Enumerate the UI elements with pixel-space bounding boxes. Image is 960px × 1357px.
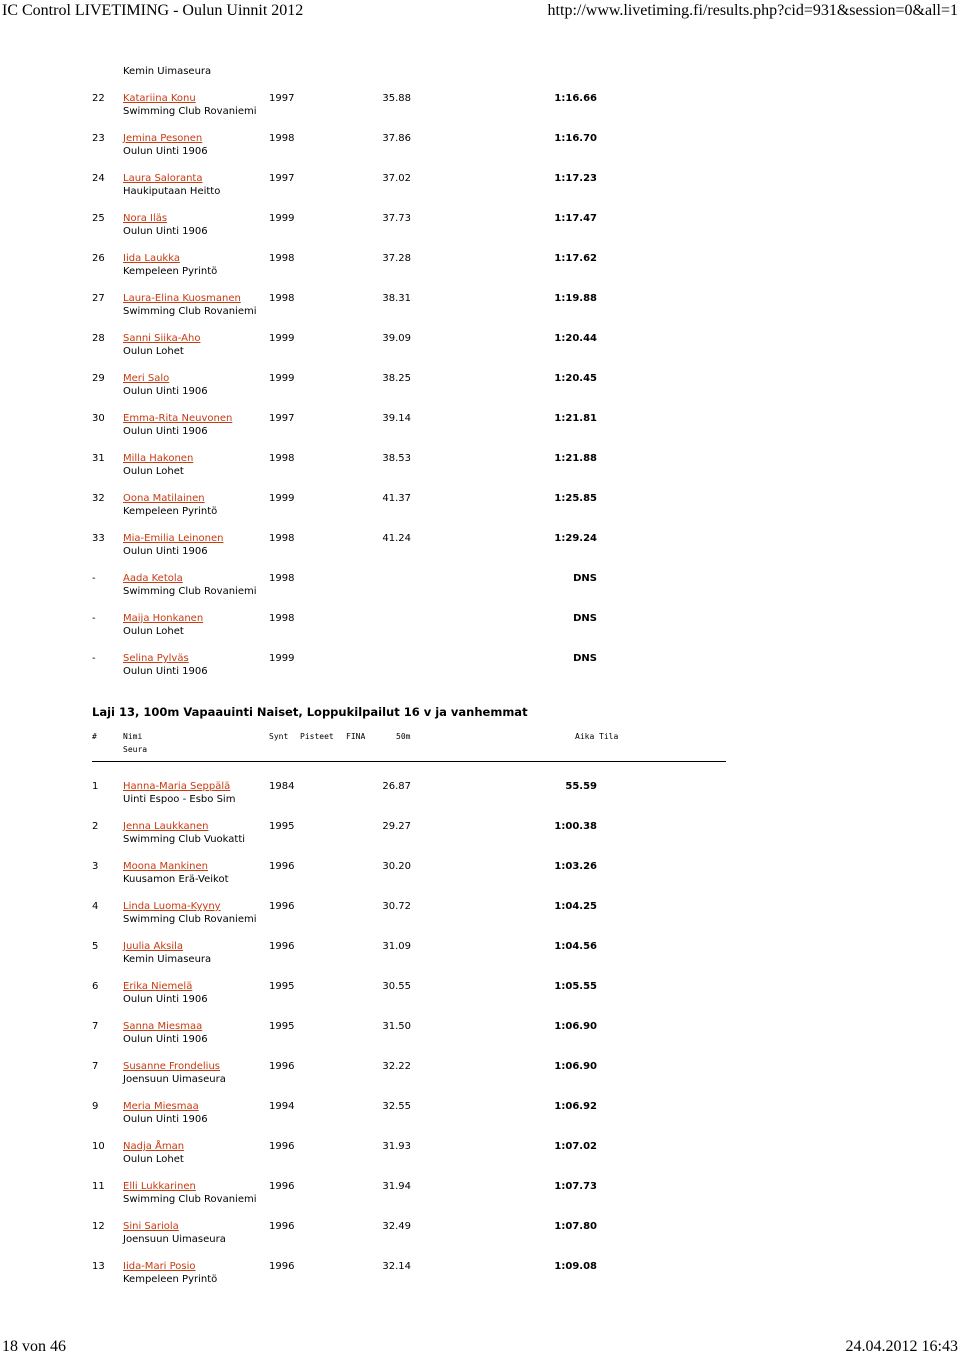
print-footer bbox=[0, 1337, 960, 1357]
split-50m: 39.14 bbox=[382, 413, 411, 424]
result-rank: 26 bbox=[92, 253, 105, 264]
result-rank: 24 bbox=[92, 173, 105, 184]
birth-year: 1999 bbox=[269, 653, 295, 664]
col-split-header: 50m bbox=[396, 732, 411, 741]
birth-year: 1996 bbox=[269, 1181, 295, 1192]
header-divider bbox=[92, 761, 726, 762]
split-50m: 37.02 bbox=[382, 173, 411, 184]
result-rank: 22 bbox=[92, 93, 105, 104]
result-rank: 7 bbox=[92, 1021, 99, 1032]
swimmer-name-link[interactable]: Milla Hakonen bbox=[123, 453, 194, 464]
split-50m: 29.27 bbox=[382, 821, 411, 832]
result-rank: 25 bbox=[92, 213, 105, 224]
result-rank: - bbox=[92, 573, 96, 584]
result-row bbox=[0, 1181, 960, 1211]
final-time: 1:06.90 bbox=[554, 1061, 597, 1072]
birth-year: 1999 bbox=[269, 333, 295, 344]
result-rank: 28 bbox=[92, 333, 105, 344]
birth-year: 1996 bbox=[269, 1261, 295, 1272]
final-time: 1:00.38 bbox=[554, 821, 597, 832]
final-time: DNS bbox=[573, 613, 597, 624]
swimmer-name-link[interactable]: Elli Lukkarinen bbox=[123, 1181, 196, 1192]
club-name: Joensuun Uimaseura bbox=[123, 1234, 226, 1245]
birth-year: 1984 bbox=[269, 781, 295, 792]
col-rank-header: # bbox=[92, 732, 97, 741]
split-50m: 39.09 bbox=[382, 333, 411, 344]
birth-year: 1995 bbox=[269, 981, 295, 992]
result-row bbox=[0, 333, 960, 363]
birth-year: 1996 bbox=[269, 941, 295, 952]
result-rank: 31 bbox=[92, 453, 105, 464]
swimmer-name-link[interactable]: Susanne Frondelius bbox=[123, 1061, 221, 1072]
birth-year: 1999 bbox=[269, 493, 295, 504]
swimmer-name-link[interactable]: Sini Sariola bbox=[123, 1221, 179, 1232]
split-50m: 38.31 bbox=[382, 293, 411, 304]
final-time: 1:09.08 bbox=[554, 1261, 597, 1272]
club-name: Oulun Uinti 1906 bbox=[123, 146, 208, 157]
swimmer-name-link[interactable]: Laura Saloranta bbox=[123, 173, 203, 184]
split-50m: 37.86 bbox=[382, 133, 411, 144]
split-50m: 31.94 bbox=[382, 1181, 411, 1192]
final-time: 1:06.92 bbox=[554, 1101, 597, 1112]
swimmer-name-link[interactable]: Oona Matilainen bbox=[123, 493, 205, 504]
final-time: 1:07.73 bbox=[554, 1181, 597, 1192]
col-name-header: Nimi bbox=[123, 732, 143, 741]
result-row bbox=[0, 93, 960, 123]
club-name: Oulun Lohet bbox=[123, 626, 184, 637]
final-time: 1:17.23 bbox=[554, 173, 597, 184]
final-time: 1:03.26 bbox=[554, 861, 597, 872]
result-row bbox=[0, 941, 960, 971]
split-50m: 32.49 bbox=[382, 1221, 411, 1232]
swimmer-name-link[interactable]: Nora Iläs bbox=[123, 213, 168, 224]
result-rank: 7 bbox=[92, 1061, 99, 1072]
final-time: 1:05.55 bbox=[554, 981, 597, 992]
final-time: 1:21.88 bbox=[554, 453, 597, 464]
result-row bbox=[0, 861, 960, 891]
split-50m: 35.88 bbox=[382, 93, 411, 104]
split-50m: 31.93 bbox=[382, 1141, 411, 1152]
birth-year: 1998 bbox=[269, 293, 295, 304]
split-50m: 32.14 bbox=[382, 1261, 411, 1272]
split-50m: 41.37 bbox=[382, 493, 411, 504]
result-row bbox=[0, 1221, 960, 1251]
split-50m: 30.55 bbox=[382, 981, 411, 992]
col-year-header: Synt bbox=[269, 732, 289, 741]
split-50m: 41.24 bbox=[382, 533, 411, 544]
club-name: Swimming Club Rovaniemi bbox=[123, 914, 257, 925]
swimmer-name-link[interactable]: Mia-Emilia Leinonen bbox=[123, 533, 224, 544]
birth-year: 1995 bbox=[269, 1021, 295, 1032]
club-name: Kuusamon Erä-Veikot bbox=[123, 874, 229, 885]
final-time: 1:20.45 bbox=[554, 373, 597, 384]
result-rank: 2 bbox=[92, 821, 99, 832]
result-rank: 6 bbox=[92, 981, 99, 992]
final-time: 1:20.44 bbox=[554, 333, 597, 344]
club-name: Swimming Club Vuokatti bbox=[123, 834, 246, 845]
swimmer-name-link[interactable]: Iida-Mari Posio bbox=[123, 1261, 196, 1272]
split-50m: 32.22 bbox=[382, 1061, 411, 1072]
result-rank: 5 bbox=[92, 941, 99, 952]
birth-year: 1995 bbox=[269, 821, 295, 832]
swimmer-name-link[interactable]: Laura-Elina Kuosmanen bbox=[123, 293, 241, 304]
final-time: 1:07.80 bbox=[554, 1221, 597, 1232]
birth-year: 1996 bbox=[269, 1221, 295, 1232]
swimmer-name-link[interactable]: Katariina Konu bbox=[123, 93, 196, 104]
split-50m: 26.87 bbox=[382, 781, 411, 792]
club-name: Oulun Uinti 1906 bbox=[123, 226, 208, 237]
birth-year: 1997 bbox=[269, 173, 295, 184]
swimmer-name-link[interactable]: Erika Niemelä bbox=[123, 981, 193, 992]
result-rank: 27 bbox=[92, 293, 105, 304]
split-50m: 31.09 bbox=[382, 941, 411, 952]
swimmer-name-link[interactable]: Selina Pylväs bbox=[123, 653, 189, 664]
page-title: IC Control LIVETIMING - Oulun Uinnit 2012 bbox=[2, 2, 304, 19]
birth-year: 1998 bbox=[269, 133, 295, 144]
result-row bbox=[0, 981, 960, 1011]
result-rank: 1 bbox=[92, 781, 99, 792]
swimmer-name-link[interactable]: Jemina Pesonen bbox=[123, 133, 203, 144]
result-row bbox=[0, 653, 960, 683]
result-row bbox=[0, 453, 960, 483]
birth-year: 1994 bbox=[269, 1101, 295, 1112]
final-time: DNS bbox=[573, 573, 597, 584]
result-row bbox=[0, 173, 960, 203]
final-time: 1:04.56 bbox=[554, 941, 597, 952]
col-status-header: Tila bbox=[599, 732, 619, 741]
col-fina-header: FINA bbox=[346, 732, 366, 741]
result-rank: 33 bbox=[92, 533, 105, 544]
event-title: Laji 13, 100m Vapaauinti Naiset, Loppukilpailut 16 v ja vanhemmat bbox=[92, 705, 528, 719]
swimmer-name-link[interactable]: Nadja Åman bbox=[123, 1141, 185, 1152]
final-time: 1:21.81 bbox=[554, 413, 597, 424]
result-row bbox=[0, 533, 960, 563]
page-number: 18 von 46 bbox=[2, 1338, 66, 1355]
club-name: Oulun Uinti 1906 bbox=[123, 1034, 208, 1045]
swimmer-name-link[interactable]: Emma-Rita Neuvonen bbox=[123, 413, 233, 424]
final-time: 1:17.47 bbox=[554, 213, 597, 224]
swimmer-name-link[interactable]: Sanni Siika-Aho bbox=[123, 333, 201, 344]
result-row bbox=[0, 901, 960, 931]
split-50m: 38.25 bbox=[382, 373, 411, 384]
split-50m: 30.20 bbox=[382, 861, 411, 872]
swimmer-name-link[interactable]: Sanna Miesmaa bbox=[123, 1021, 203, 1032]
col-time-header: Aika bbox=[575, 732, 595, 741]
result-row bbox=[0, 493, 960, 523]
final-time: 1:17.62 bbox=[554, 253, 597, 264]
split-50m: 31.50 bbox=[382, 1021, 411, 1032]
swimmer-name-link[interactable]: Hanna-Maria Seppälä bbox=[123, 781, 231, 792]
birth-year: 1998 bbox=[269, 453, 295, 464]
club-name: Joensuun Uimaseura bbox=[123, 1074, 226, 1085]
split-50m: 38.53 bbox=[382, 453, 411, 464]
final-time: 1:25.85 bbox=[554, 493, 597, 504]
result-row bbox=[0, 253, 960, 283]
final-time: 1:16.70 bbox=[554, 133, 597, 144]
final-time: DNS bbox=[573, 653, 597, 664]
swimmer-name-link[interactable]: Iida Laukka bbox=[123, 253, 180, 264]
final-time: 1:16.66 bbox=[554, 93, 597, 104]
swimmer-name-link[interactable]: Juulia Aksila bbox=[123, 941, 184, 952]
swimmer-name-link[interactable]: Maija Honkanen bbox=[123, 613, 204, 624]
result-rank: 12 bbox=[92, 1221, 105, 1232]
club-name: Kemin Uimaseura bbox=[123, 954, 212, 965]
result-row bbox=[0, 821, 960, 851]
result-rank: 32 bbox=[92, 493, 105, 504]
final-time: 1:06.90 bbox=[554, 1021, 597, 1032]
result-rank: 23 bbox=[92, 133, 105, 144]
final-time: 1:04.25 bbox=[554, 901, 597, 912]
birth-year: 1999 bbox=[269, 373, 295, 384]
result-row bbox=[0, 1061, 960, 1091]
birth-year: 1998 bbox=[269, 253, 295, 264]
birth-year: 1997 bbox=[269, 413, 295, 424]
club-name: Oulun Lohet bbox=[123, 466, 184, 477]
result-rank: 9 bbox=[92, 1101, 99, 1112]
club-name: Swimming Club Rovaniemi bbox=[123, 1194, 257, 1205]
swimmer-name-link[interactable]: Meri Salo bbox=[123, 373, 170, 384]
result-row bbox=[0, 1101, 960, 1131]
birth-year: 1998 bbox=[269, 573, 295, 584]
club-name: Oulun Lohet bbox=[123, 1154, 184, 1165]
club-name: Swimming Club Rovaniemi bbox=[123, 106, 257, 117]
result-row bbox=[0, 213, 960, 243]
swimmer-name-link[interactable]: Aada Ketola bbox=[123, 573, 183, 584]
birth-year: 1996 bbox=[269, 861, 295, 872]
print-header bbox=[0, 0, 960, 22]
club-name: Oulun Uinti 1906 bbox=[123, 1114, 208, 1125]
split-50m: 37.73 bbox=[382, 213, 411, 224]
club-name: Oulun Lohet bbox=[123, 346, 184, 357]
result-rank: - bbox=[92, 613, 96, 624]
club-name: Oulun Uinti 1906 bbox=[123, 386, 208, 397]
result-row bbox=[0, 573, 960, 603]
club-name: Kempeleen Pyrintö bbox=[123, 266, 218, 277]
result-rank: - bbox=[92, 653, 96, 664]
club-name: Haukiputaan Heitto bbox=[123, 186, 221, 197]
club-name: Oulun Uinti 1906 bbox=[123, 426, 208, 437]
swimmer-name-link[interactable]: Linda Luoma-Kyyny bbox=[123, 901, 221, 912]
club-name: Oulun Uinti 1906 bbox=[123, 666, 208, 677]
result-row bbox=[0, 613, 960, 643]
club-name: Kempeleen Pyrintö bbox=[123, 506, 218, 517]
split-50m: 37.28 bbox=[382, 253, 411, 264]
birth-year: 1996 bbox=[269, 1061, 295, 1072]
club-name: Swimming Club Rovaniemi bbox=[123, 306, 257, 317]
result-rank: 3 bbox=[92, 861, 99, 872]
swimmer-name-link[interactable]: Moona Mankinen bbox=[123, 861, 208, 872]
split-50m: 32.55 bbox=[382, 1101, 411, 1112]
result-rank: 13 bbox=[92, 1261, 105, 1272]
final-time: 1:19.88 bbox=[554, 293, 597, 304]
result-rank: 30 bbox=[92, 413, 105, 424]
club-name: Uinti Espoo - Esbo Sim bbox=[123, 794, 236, 805]
birth-year: 1996 bbox=[269, 1141, 295, 1152]
birth-year: 1997 bbox=[269, 93, 295, 104]
page-url: http://www.livetiming.fi/results.php?cid=931&session=0&all=1 bbox=[547, 2, 958, 19]
birth-year: 1996 bbox=[269, 901, 295, 912]
result-rank: 4 bbox=[92, 901, 99, 912]
final-time: 55.59 bbox=[565, 781, 597, 792]
club-name: Oulun Uinti 1906 bbox=[123, 546, 208, 557]
col-points-header: Pisteet bbox=[300, 732, 334, 741]
club-name: Swimming Club Rovaniemi bbox=[123, 586, 257, 597]
final-time: 1:07.02 bbox=[554, 1141, 597, 1152]
print-datetime: 24.04.2012 16:43 bbox=[845, 1338, 958, 1355]
club-name: Kempeleen Pyrintö bbox=[123, 1274, 218, 1285]
result-row bbox=[0, 1261, 960, 1291]
result-row bbox=[0, 1021, 960, 1051]
split-50m: 30.72 bbox=[382, 901, 411, 912]
final-time: 1:29.24 bbox=[554, 533, 597, 544]
club-name: Oulun Uinti 1906 bbox=[123, 994, 208, 1005]
result-row bbox=[0, 1141, 960, 1171]
col-club-header: Seura bbox=[123, 745, 148, 754]
result-row bbox=[0, 293, 960, 323]
result-rank: 10 bbox=[92, 1141, 105, 1152]
birth-year: 1998 bbox=[269, 613, 295, 624]
birth-year: 1999 bbox=[269, 213, 295, 224]
swimmer-name-link[interactable]: Meria Miesmaa bbox=[123, 1101, 199, 1112]
result-row bbox=[0, 413, 960, 443]
result-row bbox=[0, 373, 960, 403]
result-row bbox=[0, 133, 960, 163]
result-rank: 29 bbox=[92, 373, 105, 384]
carryover-club: Kemin Uimaseura bbox=[123, 66, 212, 77]
result-row bbox=[0, 781, 960, 811]
birth-year: 1998 bbox=[269, 533, 295, 544]
result-rank: 11 bbox=[92, 1181, 105, 1192]
swimmer-name-link[interactable]: Jenna Laukkanen bbox=[123, 821, 209, 832]
